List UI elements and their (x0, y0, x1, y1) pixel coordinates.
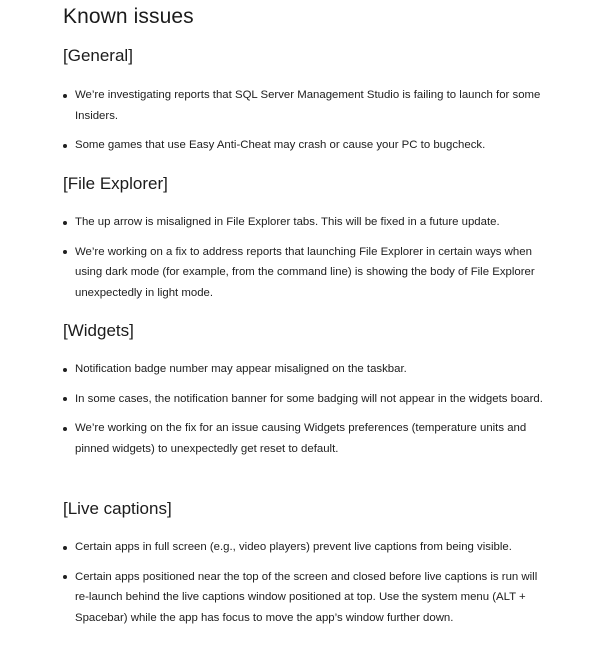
list-item: In some cases, the notification banner for some badging will not appear in the widgets board. (63, 389, 553, 410)
list-item: Certain apps in full screen (e.g., video players) prevent live captions from being visible. (63, 537, 553, 558)
section-heading-file-explorer: [File Explorer] (63, 174, 168, 193)
general-issues-list (63, 85, 553, 156)
section-heading-widgets: [Widgets] (63, 321, 134, 340)
list-item: We’re investigating reports that SQL Server Management Studio is failing to launch for some Insiders. (63, 85, 553, 126)
list-item: We’re working on the fix for an issue causing Widgets preferences (temperature units and pinned widgets) to unexpectedly get reset to default. (63, 418, 553, 459)
widgets-issues-list (63, 359, 553, 459)
section-heading-live-captions: [Live captions] (63, 499, 172, 518)
live-captions-issues-list (63, 537, 553, 628)
list-item: Some games that use Easy Anti-Cheat may crash or cause your PC to bugcheck. (63, 135, 553, 156)
list-item: The up arrow is misaligned in File Explorer tabs. This will be fixed in a future update. (63, 212, 553, 233)
list-item: Notification badge number may appear misaligned on the taskbar. (63, 359, 553, 380)
list-item: Certain apps positioned near the top of the screen and closed before live captions is run will re-launch behind the live captions window positioned at top. Use the system menu (ALT + Spacebar) while the app has focus to move the app’s window further down. (63, 567, 553, 629)
list-item: We’re working on a fix to address reports that launching File Explorer in certain ways when using dark mode (for example, from the command line) is showing the body of File Explorer unexpectedly in light mode. (63, 242, 553, 304)
section-heading-general: [General] (63, 46, 133, 65)
file-explorer-issues-list (63, 212, 553, 303)
page-title: Known issues (63, 5, 194, 28)
